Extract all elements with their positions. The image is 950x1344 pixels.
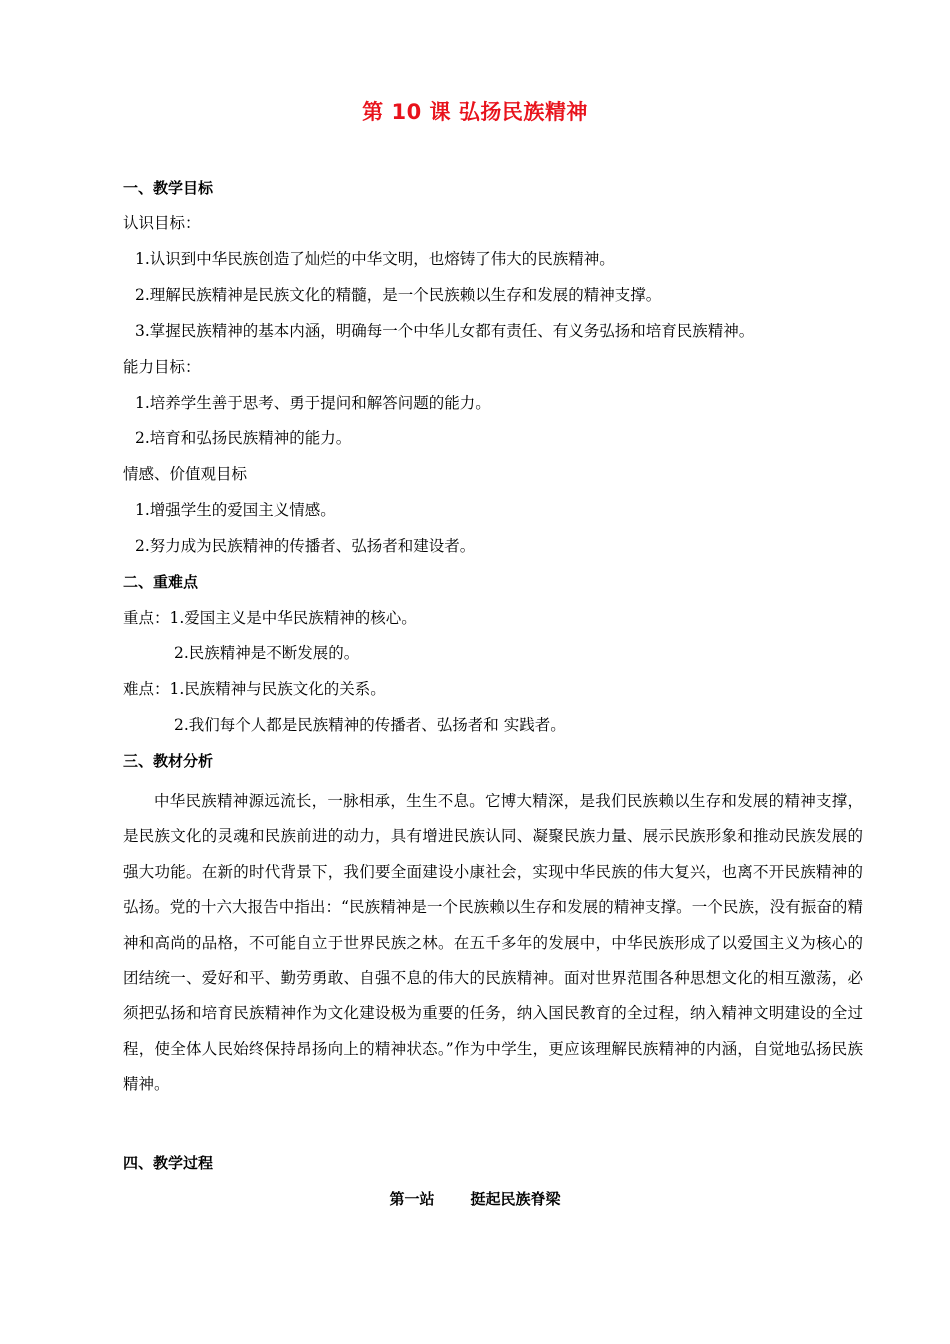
- page-title: 第 10 课 弘扬民族精神: [362, 100, 588, 124]
- difficulty-point-2: 2.我们每个人都是民族精神的传播者、弘扬者和 实践者。: [174, 716, 566, 734]
- station-heading: [0, 1188, 950, 1209]
- knowledge-goal-item: 2.理解民族精神是民族文化的精髓，是一个民族赖以生存和发展的精神支撑。: [135, 286, 662, 304]
- section-heading-material-analysis: 三、教材分析: [123, 752, 214, 770]
- ability-goal-item: 2.培育和弘扬民族精神的能力。: [135, 429, 352, 447]
- station-label: 第一站: [389, 1190, 435, 1208]
- station-name: 挺起民族脊梁: [470, 1190, 561, 1208]
- section-heading-teaching-process: 四、教学过程: [123, 1154, 214, 1172]
- emotion-goals-label: 情感、价值观目标: [123, 465, 248, 483]
- difficulty-point-1: 难点：1.民族精神与民族文化的关系。: [123, 680, 386, 698]
- knowledge-goals-label: 认识目标：: [123, 214, 201, 232]
- focus-point-2: 2.民族精神是不断发展的。: [174, 644, 360, 662]
- material-analysis-paragraph: 中华民族精神源远流长，一脉相承，生生不息。它博大精深，是我们民族赖以生存和发展的精神支撑，是民族文化的灵魂和民族前进的动力，具有增进民族认同、凝聚民族力量、展示民族形象和推动民族发展的强大功能。在新的时代背景下，我们要全面建设小康社会，实现中华民族的伟大复兴，也离不开民族精神的弘扬。党的十六大报告中指出：“民族精神是一个民族赖以生存和发展的精神支撑。一个民族，没有振奋的精神和高尚的品格，不可能自立于世界民族之林。在五千多年的发展中，中华民族形成了以爱国主义为核心的团结统一、爱好和平、勤劳勇敢、自强不息的伟大的民族精神。面对世界范围各种思想文化的相互激荡，必须把弘扬和培育民族精神作为文化建设极为重要的任务，纳入国民教育的全过程，纳入精神文明建设的全过程，使全体人民始终保持昂扬向上的精神状态。”作为中学生，更应该理解民族精神的内涵，自觉地弘扬民族精神。: [123, 792, 863, 1094]
- knowledge-goal-item: 1.认识到中华民族创造了灿烂的中华文明，也熔铸了伟大的民族精神。: [135, 250, 615, 268]
- section-heading-teaching-goals: 一、教学目标: [123, 179, 214, 197]
- ability-goals-label: 能力目标：: [123, 358, 201, 376]
- focus-point-1: 重点：1.爱国主义是中华民族精神的核心。: [123, 609, 417, 627]
- emotion-goal-item: 2.努力成为民族精神的传播者、弘扬者和建设者。: [135, 537, 476, 555]
- ability-goal-item: 1.培养学生善于思考、勇于提问和解答问题的能力。: [135, 394, 491, 412]
- section-heading-key-points: 二、重难点: [123, 573, 199, 591]
- knowledge-goal-item: 3.掌握民族精神的基本内涵，明确每一个中华儿女都有责任、有义务弘扬和培育民族精神。: [135, 322, 755, 340]
- emotion-goal-item: 1.增强学生的爱国主义情感。: [135, 501, 336, 519]
